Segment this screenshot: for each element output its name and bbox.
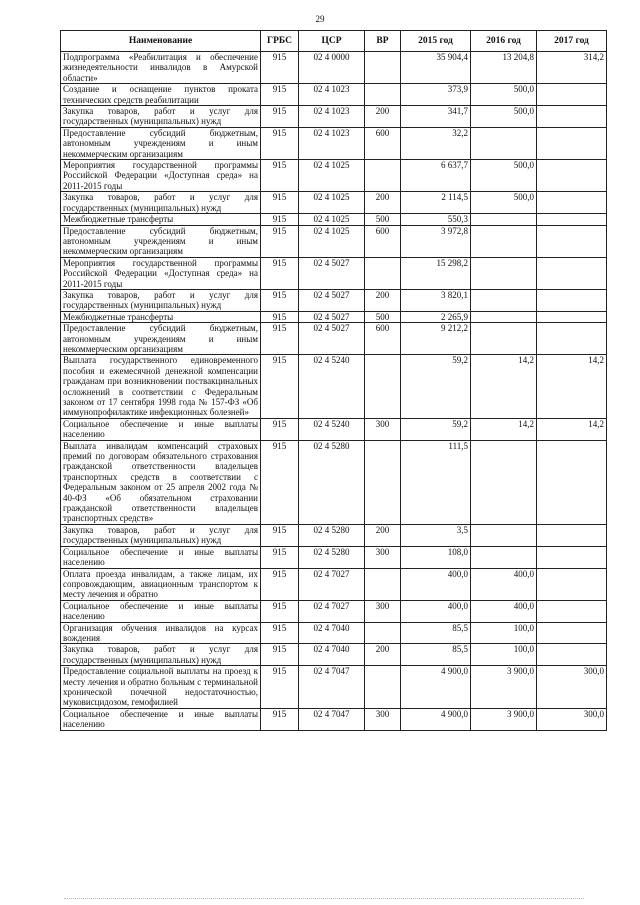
table-row xyxy=(61,214,607,225)
cell-2016: 500,0 xyxy=(471,160,537,192)
table-row xyxy=(61,622,607,644)
cell-name: Закупка товаров, работ и услуг для государственных (муниципальных) нужд xyxy=(61,644,261,666)
cell-2016: 500,0 xyxy=(471,106,537,128)
cell-2015: 400,0 xyxy=(401,568,471,600)
table-row xyxy=(61,225,607,257)
cell-csr: 02 4 5027 xyxy=(299,323,365,355)
cell-2015: 32,2 xyxy=(401,127,471,159)
cell-name: Закупка товаров, работ и услуг для государственных (муниципальных) нужд xyxy=(61,524,261,546)
header-2017: 2017 год xyxy=(537,31,607,52)
cell-2016: 400,0 xyxy=(471,568,537,600)
cell-name: Мероприятия государственной программы Российской Федерации «Доступная среда» на 2011-2015 годы xyxy=(61,257,261,289)
table-row xyxy=(61,355,607,418)
cell-2015: 111,5 xyxy=(401,440,471,524)
cell-2017: 14,2 xyxy=(537,418,607,440)
cell-vr: 300 xyxy=(365,546,401,568)
cell-2016: 3 900,0 xyxy=(471,666,537,709)
cell-name: Оплата проезда инвалидам, а также лицам, их сопровождающим, авиационным транспортом к месту лечения и обратно xyxy=(61,568,261,600)
cell-name: Выплата государственного единовременного пособия и ежемесячной денежной компенсации гражданам при возникновении поствакцинальных осложнений в соответствии с Федеральным законом от 17 сентября 1998 года № 157-ФЗ «Об иммунопрофилактике инфекционных болезней» xyxy=(61,355,261,418)
cell-2016: 500,0 xyxy=(471,192,537,214)
budget-table xyxy=(60,30,607,731)
header-name: Наименование xyxy=(61,31,261,52)
cell-2016 xyxy=(471,524,537,546)
cell-name: Закупка товаров, работ и услуг для государственных (муниципальных) нужд xyxy=(61,106,261,128)
cell-csr: 02 4 5280 xyxy=(299,524,365,546)
cell-grbs: 915 xyxy=(261,84,299,106)
cell-2016: 500,0 xyxy=(471,84,537,106)
cell-2015: 3 820,1 xyxy=(401,289,471,311)
table-row xyxy=(61,84,607,106)
header-2015: 2015 год xyxy=(401,31,471,52)
cell-2016: 100,0 xyxy=(471,644,537,666)
cell-2016: 100,0 xyxy=(471,622,537,644)
cell-grbs: 915 xyxy=(261,127,299,159)
cell-name: Организация обучения инвалидов на курсах вождения xyxy=(61,622,261,644)
cell-2017 xyxy=(537,644,607,666)
cell-grbs: 915 xyxy=(261,622,299,644)
cell-csr: 02 4 7047 xyxy=(299,666,365,709)
cell-grbs: 915 xyxy=(261,323,299,355)
cell-vr: 200 xyxy=(365,289,401,311)
cell-2015: 3,5 xyxy=(401,524,471,546)
cell-2015: 2 265,9 xyxy=(401,311,471,322)
cell-2017: 300,0 xyxy=(537,708,607,730)
cell-2017 xyxy=(537,84,607,106)
cell-csr: 02 4 1023 xyxy=(299,127,365,159)
cell-csr: 02 4 7027 xyxy=(299,568,365,600)
cell-csr: 02 4 5027 xyxy=(299,311,365,322)
table-row xyxy=(61,666,607,709)
cell-2017 xyxy=(537,106,607,128)
cell-2017: 314,2 xyxy=(537,52,607,84)
cell-name: Предоставление социальной выплаты на проезд к месту лечения и обратно больным с терминальной хронической почечной недостаточностью, муковисцидозом, гемофилией xyxy=(61,666,261,709)
cell-name: Закупка товаров, работ и услуг для государственных (муниципальных) нужд xyxy=(61,192,261,214)
cell-name: Выплата инвалидам компенсаций страховых премий по договорам обязательного страхования гражданской ответственности владельцев транспортных средств в соответствии с Федеральным законом от 25 апреля 2002 года № 40-ФЗ «Об обязательном страховании гражданской ответственности владельцев транспортных средств» xyxy=(61,440,261,524)
cell-grbs: 915 xyxy=(261,355,299,418)
cell-2016: 14,2 xyxy=(471,355,537,418)
cell-grbs: 915 xyxy=(261,311,299,322)
table-row xyxy=(61,257,607,289)
cell-csr: 02 4 5280 xyxy=(299,440,365,524)
cell-vr xyxy=(365,257,401,289)
cell-2015: 59,2 xyxy=(401,355,471,418)
cell-2015: 4 900,0 xyxy=(401,666,471,709)
cell-2016: 13 204,8 xyxy=(471,52,537,84)
table-row xyxy=(61,127,607,159)
cell-grbs: 915 xyxy=(261,644,299,666)
cell-vr: 600 xyxy=(365,225,401,257)
cell-grbs: 915 xyxy=(261,546,299,568)
cell-2015: 3 972,8 xyxy=(401,225,471,257)
cell-name: Социальное обеспечение и иные выплаты населению xyxy=(61,600,261,622)
cell-2016: 3 900,0 xyxy=(471,708,537,730)
table-row xyxy=(61,418,607,440)
cell-csr: 02 4 7040 xyxy=(299,644,365,666)
cell-2015: 400,0 xyxy=(401,600,471,622)
table-body xyxy=(61,52,607,731)
cell-2017 xyxy=(537,600,607,622)
cell-2017 xyxy=(537,622,607,644)
cell-2017 xyxy=(537,440,607,524)
cell-grbs: 915 xyxy=(261,440,299,524)
cell-2016 xyxy=(471,257,537,289)
cell-csr: 02 4 1025 xyxy=(299,160,365,192)
cell-name: Мероприятия государственной программы Российской Федерации «Доступная среда» на 2011-2015 годы xyxy=(61,160,261,192)
cell-name: Межбюджетные трансферты xyxy=(61,214,261,225)
header-vr: ВР xyxy=(365,31,401,52)
cell-2015: 550,3 xyxy=(401,214,471,225)
cell-vr xyxy=(365,84,401,106)
page-number: 29 xyxy=(315,14,325,24)
cell-2016: 14,2 xyxy=(471,418,537,440)
cell-vr: 200 xyxy=(365,644,401,666)
cell-name: Подпрограмма «Реабилитация и обеспечение жизнедеятельности инвалидов в Амурской области» xyxy=(61,52,261,84)
cell-grbs: 915 xyxy=(261,600,299,622)
cell-vr: 200 xyxy=(365,192,401,214)
cell-2016 xyxy=(471,214,537,225)
table-row xyxy=(61,192,607,214)
header-grbs: ГРБС xyxy=(261,31,299,52)
cell-2017: 14,2 xyxy=(537,355,607,418)
cell-2017 xyxy=(537,311,607,322)
cell-name: Создание и оснащение пунктов проката технических средств реабилитации xyxy=(61,84,261,106)
cell-grbs: 915 xyxy=(261,257,299,289)
cell-2015: 59,2 xyxy=(401,418,471,440)
cell-vr: 600 xyxy=(365,127,401,159)
table-row xyxy=(61,323,607,355)
cell-csr: 02 4 1025 xyxy=(299,214,365,225)
cell-csr: 02 4 5280 xyxy=(299,546,365,568)
cell-2015: 35 904,4 xyxy=(401,52,471,84)
cell-vr xyxy=(365,160,401,192)
cell-2015: 15 298,2 xyxy=(401,257,471,289)
cell-vr xyxy=(365,666,401,709)
cell-vr xyxy=(365,622,401,644)
cell-vr: 200 xyxy=(365,524,401,546)
cell-vr: 300 xyxy=(365,418,401,440)
cell-2017: 300,0 xyxy=(537,666,607,709)
cell-csr: 02 4 7027 xyxy=(299,600,365,622)
cell-vr xyxy=(365,440,401,524)
table-row xyxy=(61,52,607,84)
cell-2017 xyxy=(537,289,607,311)
cell-2015: 85,5 xyxy=(401,644,471,666)
cell-csr: 02 4 5240 xyxy=(299,355,365,418)
cell-vr: 300 xyxy=(365,600,401,622)
cell-2016 xyxy=(471,440,537,524)
cell-grbs: 915 xyxy=(261,225,299,257)
cell-vr xyxy=(365,568,401,600)
table-row xyxy=(61,524,607,546)
cell-csr: 02 4 1023 xyxy=(299,84,365,106)
cell-grbs: 915 xyxy=(261,708,299,730)
cell-csr: 02 4 1023 xyxy=(299,106,365,128)
cell-vr: 300 xyxy=(365,708,401,730)
table-row xyxy=(61,644,607,666)
cell-2016 xyxy=(471,311,537,322)
table-header xyxy=(61,31,607,52)
cell-2015: 6 637,7 xyxy=(401,160,471,192)
cell-2015: 108,0 xyxy=(401,546,471,568)
cell-2015: 2 114,5 xyxy=(401,192,471,214)
table-row xyxy=(61,106,607,128)
cell-csr: 02 4 1025 xyxy=(299,192,365,214)
cell-csr: 02 4 7047 xyxy=(299,708,365,730)
cell-2015: 85,5 xyxy=(401,622,471,644)
table-row xyxy=(61,546,607,568)
cell-2017 xyxy=(537,323,607,355)
cell-2016: 400,0 xyxy=(471,600,537,622)
cell-2016 xyxy=(471,323,537,355)
cell-2015: 373,9 xyxy=(401,84,471,106)
cell-2015: 341,7 xyxy=(401,106,471,128)
cell-grbs: 915 xyxy=(261,192,299,214)
cell-2017 xyxy=(537,568,607,600)
cell-grbs: 915 xyxy=(261,289,299,311)
cell-vr: 500 xyxy=(365,311,401,322)
cell-2017 xyxy=(537,192,607,214)
cell-name: Предоставление субсидий бюджетным, автономным учреждениям и иным некоммерческим организациям xyxy=(61,323,261,355)
table-row xyxy=(61,568,607,600)
header-row xyxy=(61,31,607,52)
cell-grbs: 915 xyxy=(261,666,299,709)
cell-name: Предоставление субсидий бюджетным, автономным учреждениям и иным некоммерческим организациям xyxy=(61,225,261,257)
cell-name: Социальное обеспечение и иные выплаты населению xyxy=(61,708,261,730)
table-row xyxy=(61,160,607,192)
cell-csr: 02 4 5240 xyxy=(299,418,365,440)
cell-2017 xyxy=(537,160,607,192)
cell-csr: 02 4 5027 xyxy=(299,257,365,289)
cell-csr: 02 4 7040 xyxy=(299,622,365,644)
cell-vr xyxy=(365,52,401,84)
header-2016: 2016 год xyxy=(471,31,537,52)
cell-2016 xyxy=(471,546,537,568)
cell-grbs: 915 xyxy=(261,568,299,600)
cell-name: Межбюджетные трансферты xyxy=(61,311,261,322)
table-row xyxy=(61,600,607,622)
cell-csr: 02 4 0000 xyxy=(299,52,365,84)
cell-vr xyxy=(365,355,401,418)
cell-grbs: 915 xyxy=(261,418,299,440)
cell-2016 xyxy=(471,127,537,159)
cell-name: Предоставление субсидий бюджетным, автономным учреждениям и иным некоммерческим организациям xyxy=(61,127,261,159)
cell-2015: 9 212,2 xyxy=(401,323,471,355)
cell-2016 xyxy=(471,289,537,311)
cell-csr: 02 4 5027 xyxy=(299,289,365,311)
cell-grbs: 915 xyxy=(261,524,299,546)
cell-2017 xyxy=(537,546,607,568)
cell-grbs: 915 xyxy=(261,214,299,225)
cell-2017 xyxy=(537,225,607,257)
cell-name: Социальное обеспечение и иные выплаты населению xyxy=(61,418,261,440)
cell-2017 xyxy=(537,524,607,546)
cell-2015: 4 900,0 xyxy=(401,708,471,730)
cell-csr: 02 4 1025 xyxy=(299,225,365,257)
table-row xyxy=(61,289,607,311)
table-row xyxy=(61,311,607,322)
cell-2016 xyxy=(471,225,537,257)
cell-vr: 500 xyxy=(365,214,401,225)
cell-name: Закупка товаров, работ и услуг для государственных (муниципальных) нужд xyxy=(61,289,261,311)
cell-grbs: 915 xyxy=(261,106,299,128)
cell-2017 xyxy=(537,127,607,159)
table-row xyxy=(61,708,607,730)
cell-grbs: 915 xyxy=(261,52,299,84)
header-csr: ЦСР xyxy=(299,31,365,52)
cell-2017 xyxy=(537,257,607,289)
cell-vr: 200 xyxy=(365,106,401,128)
table-row xyxy=(61,440,607,524)
cell-name: Социальное обеспечение и иные выплаты населению xyxy=(61,546,261,568)
cell-grbs: 915 xyxy=(261,160,299,192)
cell-vr: 600 xyxy=(365,323,401,355)
scan-edge-mark xyxy=(64,898,584,900)
cell-2017 xyxy=(537,214,607,225)
